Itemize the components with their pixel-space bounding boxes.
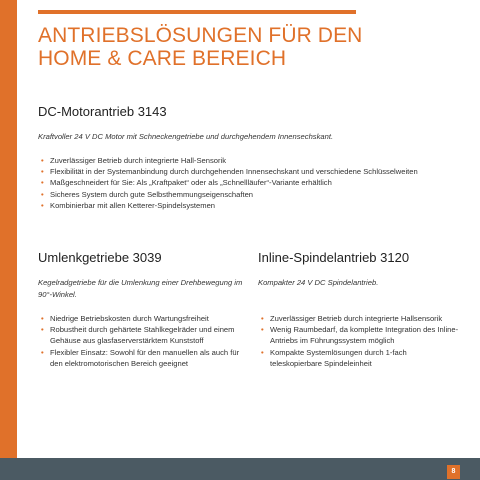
page-title-line-1: ANTRIEBSLÖSUNGEN FÜR DEN: [38, 24, 363, 47]
list-item: [260, 313, 460, 324]
list-item: [40, 347, 250, 369]
page-title-line-2: HOME & CARE BEREICH: [38, 47, 287, 70]
bullet-icon: •: [41, 200, 44, 210]
list-item: [40, 200, 440, 211]
page-footer-bar: [0, 458, 480, 480]
bullet-icon: •: [261, 325, 264, 335]
list-item: [40, 177, 440, 188]
section-description: Kompakter 24 V DC Spindelantrieb.: [258, 278, 379, 287]
section-heading: Inline-Spindelantrieb 3120: [258, 250, 410, 265]
section-description: Kegelradgetriebe für die Umlenkung einer Drehbewegung im 90°-Winkel.: [38, 278, 243, 299]
bullet-icon: •: [41, 156, 44, 165]
list-item: [40, 166, 440, 177]
list-item: [40, 324, 250, 346]
section-heading: DC-Motorantrieb 3143: [38, 104, 167, 119]
list-item-text: Wenig Raumbedarf, da komplette Integration des Inline-Antriebs im Führungssystem möglich: [270, 325, 459, 346]
list-item-text: Kombinierbar mit allen Ketterer-Spindelsystemen: [50, 200, 216, 210]
bullet-icon: •: [41, 314, 44, 323]
left-accent-bar: [0, 0, 17, 458]
list-item: [260, 324, 460, 346]
section-description: Kraftvoller 24 V DC Motor mit Schneckengetriebe und durchgehendem Innensechskant.: [38, 132, 334, 141]
bullet-icon: •: [41, 189, 44, 199]
list-item-text: Niedrige Betriebskosten durch Wartungsfreiheit: [50, 314, 209, 323]
bullet-icon: •: [41, 347, 44, 357]
page-number: 8: [447, 465, 460, 479]
section-bullet-list: [40, 155, 440, 211]
bullet-icon: •: [41, 178, 44, 188]
bullet-icon: •: [261, 314, 264, 323]
list-item-text: Sicheres System durch gute Selbsthemmungseigenschaften: [50, 189, 254, 199]
list-item-text: Robustheit durch gehärtete Stahlkegelräder und einem Gehäuse aus glasfaserverstärktem Kunststoff: [50, 325, 235, 346]
list-item-text: Maßgeschneidert für Sie: Als „Kraftpaket“ oder als „Schnellläufer“-Variante erhältlich: [50, 178, 332, 188]
title-top-rule: [38, 10, 356, 14]
list-item: [40, 189, 440, 200]
list-item-text: Kompakte Systemlösungen durch 1-fach teleskopierbare Spindeleinheit: [270, 347, 407, 368]
list-item-text: Zuverlässiger Betrieb durch integrierte Hallsensorik: [270, 314, 443, 323]
list-item-text: Flexibilität in der Systemanbindung durch durchgehenden Innensechskant und verschiedene Schlüsselweiten: [50, 167, 418, 177]
section-heading: Umlenkgetriebe 3039: [38, 250, 162, 265]
list-item-text: Zuverlässiger Betrieb durch integrierte Hall-Sensorik: [50, 156, 226, 165]
section-bullet-list: [40, 313, 250, 369]
list-item: [40, 155, 440, 166]
section-bullet-list: [260, 313, 460, 369]
list-item-text: Flexibler Einsatz: Sowohl für den manuellen als auch für den elektromotorischen Bereich geeignet: [50, 347, 240, 368]
list-item: [40, 313, 250, 324]
list-item: [260, 347, 460, 369]
bullet-icon: •: [41, 167, 44, 177]
page-title: [38, 24, 438, 70]
bullet-icon: •: [261, 347, 264, 357]
bullet-icon: •: [41, 325, 44, 335]
